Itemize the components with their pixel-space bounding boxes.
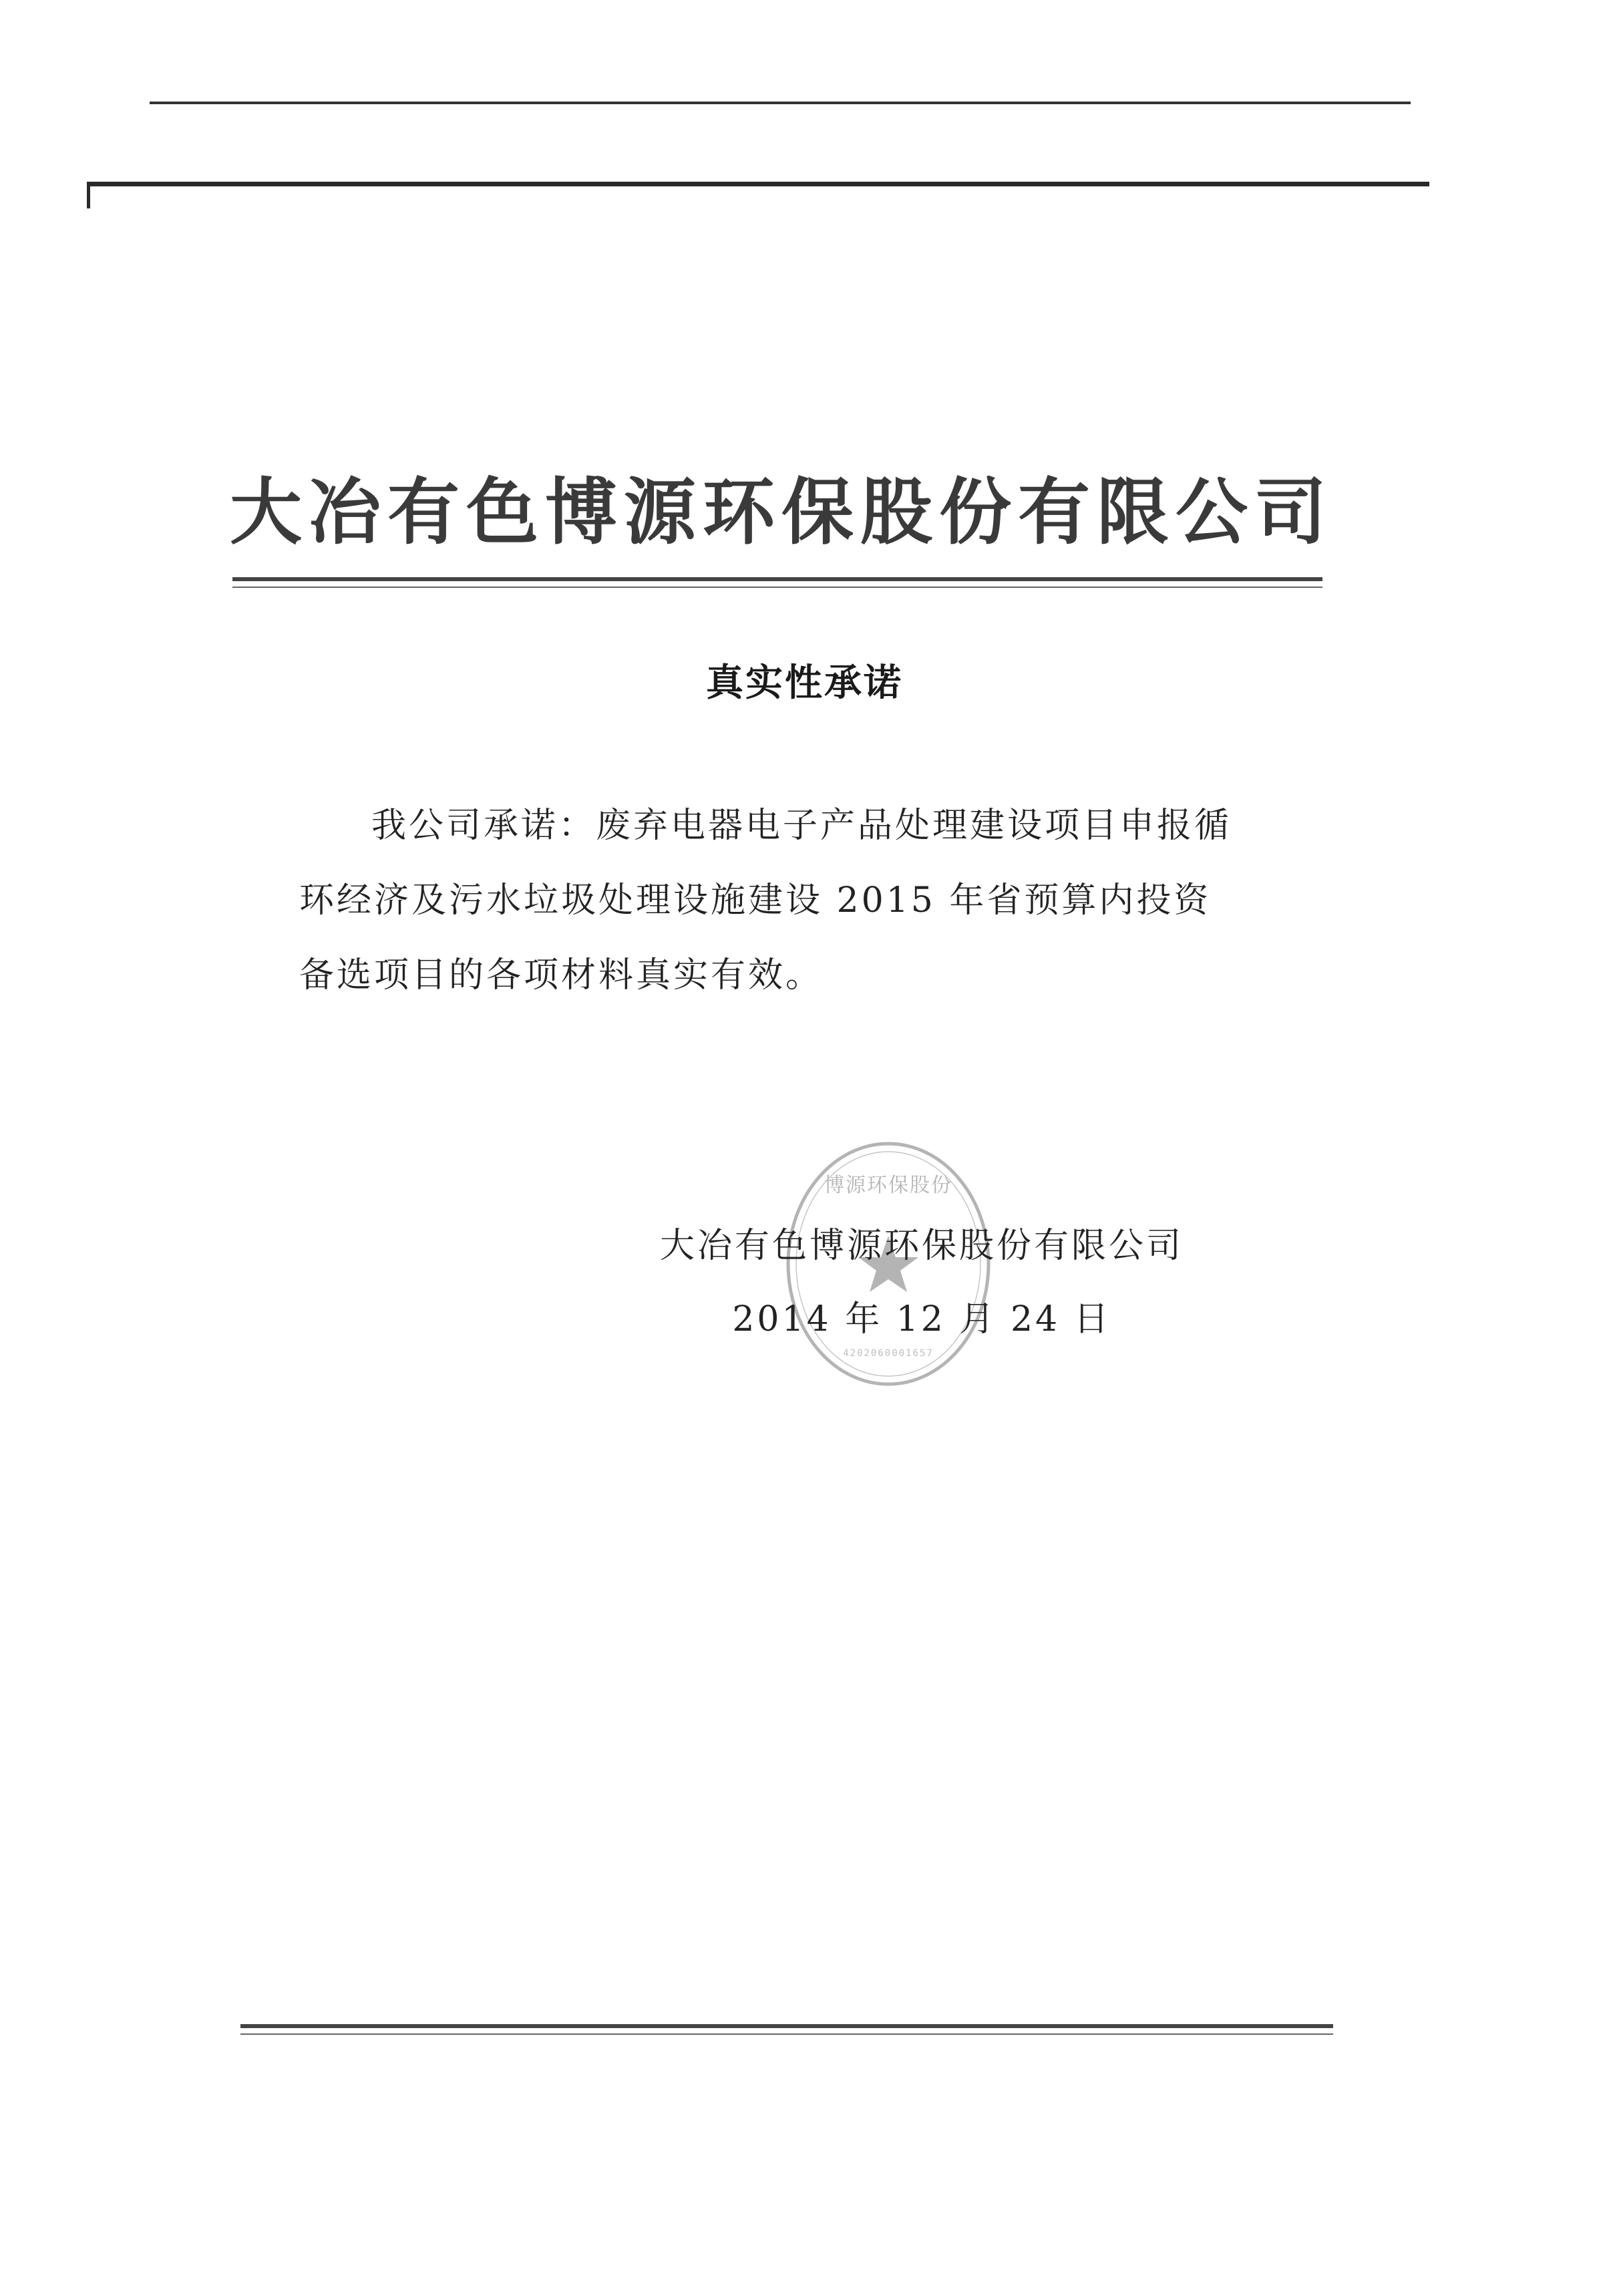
top-scan-rule [150, 102, 1411, 104]
page-edge-shadow [87, 182, 1429, 186]
signature-date: 2014 年 12 月 24 日 [732, 1299, 1111, 1339]
letterhead-divider-thin [232, 587, 1322, 588]
document-title: 真实性承诺 [706, 661, 903, 705]
signature-company: 大冶有色博源环保股份有限公司 [659, 1226, 1184, 1266]
svg-text:4202060001657: 4202060001657 [843, 1348, 934, 1359]
svg-text:博源环保股份: 博源环保股份 [824, 1174, 952, 1197]
page-edge-shadow-left [87, 182, 90, 208]
document-body [299, 788, 1234, 1013]
footer-divider-thin [240, 2033, 1333, 2035]
letterhead-divider [232, 577, 1322, 581]
signature-block [655, 1209, 1189, 1356]
commitment-paragraph: 我公司承诺：废弃电器电子产品处理建设项目申报循环经济及污水垃圾处理设施建设 2015 年省预算内投资备选项目的各项材料真实有效。 [299, 806, 1232, 995]
footer-divider [240, 2024, 1333, 2028]
letterhead-company-name: 大冶有色博源环保股份有限公司 [229, 470, 1333, 554]
